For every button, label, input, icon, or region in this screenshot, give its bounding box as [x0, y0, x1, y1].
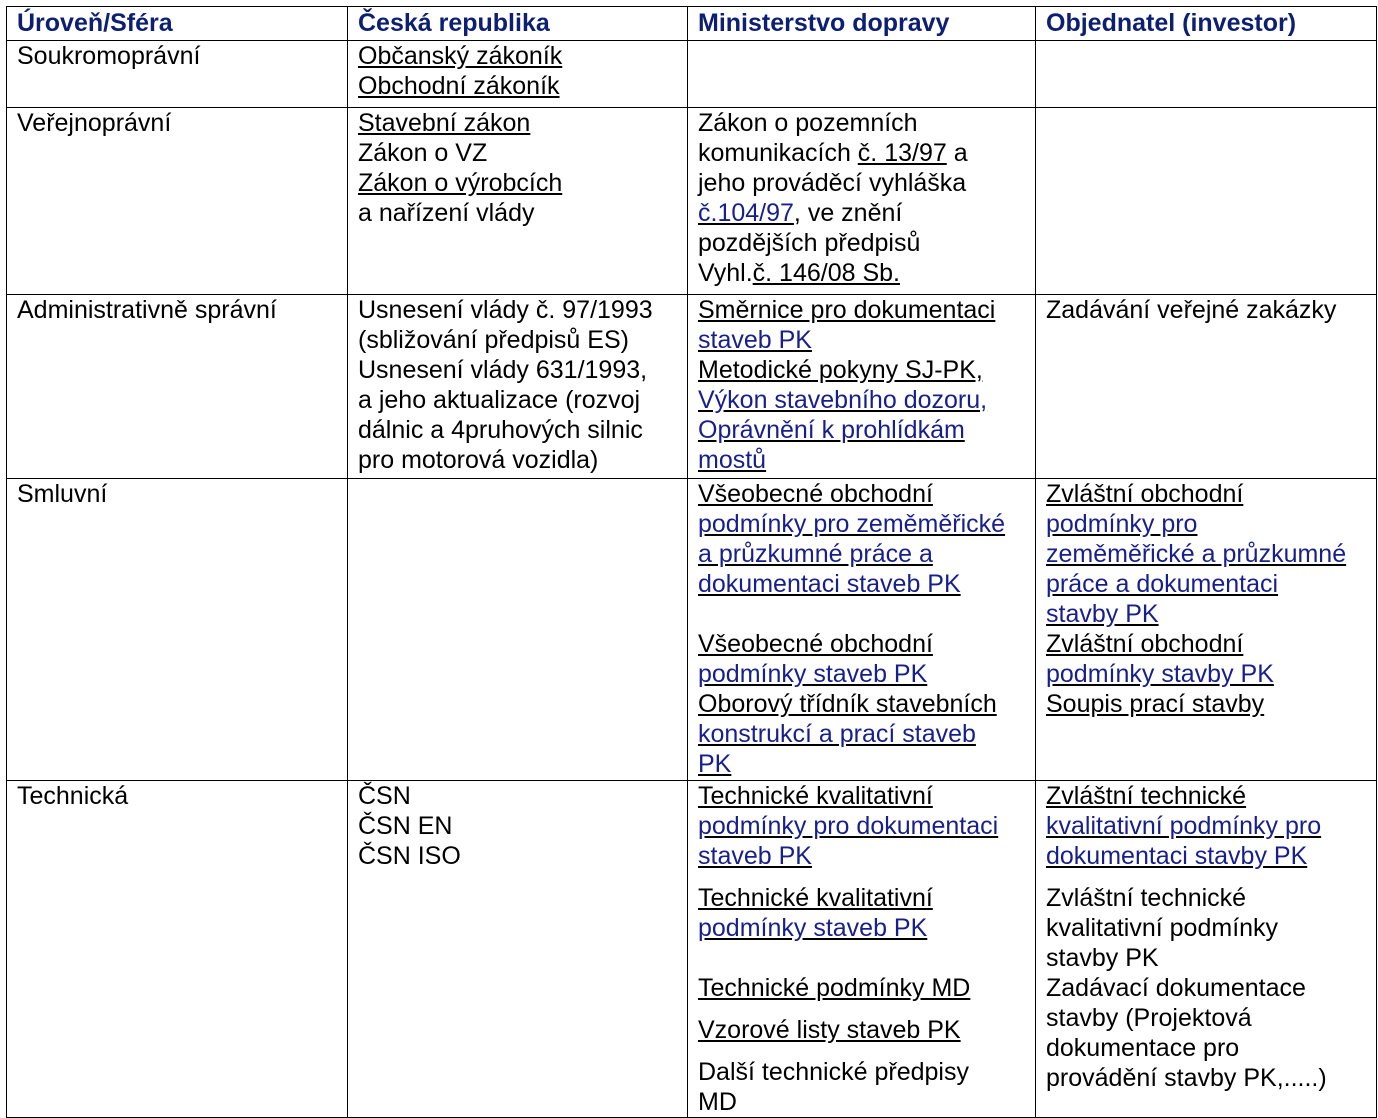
doc-text: pro motorová vozidla) [358, 446, 599, 474]
investor-cell [1036, 781, 1377, 1118]
doc-link[interactable]: č.104/97 [698, 199, 794, 227]
cr-cell [348, 41, 688, 108]
legislation-table [6, 6, 1377, 1118]
doc-link[interactable]: Zákon o výrobcích [358, 169, 563, 197]
level-cell: Soukromoprávní [7, 41, 348, 108]
doc-text: dálnic a 4pruhových silnic [358, 416, 643, 444]
doc-link[interactable]: Metodické pokyny SJ-PK, [698, 356, 983, 384]
md-cell [688, 41, 1036, 108]
cr-cell [348, 295, 688, 479]
doc-link[interactable]: konstrukcí a prací staveb [698, 720, 976, 748]
doc-link[interactable]: podmínky pro [1046, 510, 1198, 538]
doc-link[interactable]: podmínky staveb PK [698, 914, 928, 942]
investor-cell: Zadávání veřejné zakázky [1036, 295, 1377, 479]
doc-text: Zákon o pozemních [698, 109, 918, 137]
doc-link[interactable]: Všeobecné obchodní [698, 630, 933, 658]
doc-link[interactable]: Směrnice pro dokumentaci [698, 296, 996, 324]
doc-link[interactable]: č. 146/08 Sb. [752, 259, 900, 287]
doc-link[interactable]: a průzkumné práce a [698, 540, 933, 568]
doc-text: pozdějších předpisů [698, 229, 921, 257]
doc-link[interactable]: Technické podmínky MD [698, 974, 971, 1002]
doc-text: Usnesení vlády č. 97/1993 [358, 296, 653, 324]
cr-cell [348, 479, 688, 781]
doc-text: č.104/97, ve znění [698, 199, 903, 227]
doc-text: dokumentace pro [1046, 1034, 1240, 1062]
doc-link[interactable]: Občanský zákoník [358, 42, 563, 70]
doc-link[interactable]: mostů [698, 446, 767, 474]
doc-text: stavby (Projektová [1046, 1004, 1252, 1032]
header-ministry: Ministerstvo dopravy [688, 7, 1036, 41]
header-czech-republic: Česká republika [348, 7, 688, 41]
doc-text: Usnesení vlády 631/1993, [358, 356, 648, 384]
doc-link[interactable]: Soupis prací stavby [1046, 690, 1265, 718]
header-row [7, 7, 1377, 41]
doc-text: stavby PK [1046, 944, 1159, 972]
doc-text: Zvláštní technické [1046, 884, 1247, 912]
doc-text: MD [698, 1088, 737, 1116]
table-row [7, 781, 1377, 1118]
doc-link[interactable]: podmínky stavby PK [1046, 660, 1274, 688]
md-cell [688, 781, 1036, 1118]
doc-link[interactable]: č. 13/97 [857, 139, 947, 167]
level-cell: Administrativně správní [7, 295, 348, 479]
cr-cell [348, 108, 688, 295]
investor-cell [1036, 108, 1377, 295]
doc-link[interactable]: dokumentaci stavby PK [1046, 842, 1308, 870]
table-row [7, 108, 1377, 295]
doc-link[interactable]: podmínky pro zeměměřické [698, 510, 1006, 538]
doc-link[interactable]: podmínky staveb PK [698, 660, 928, 688]
doc-link[interactable]: Všeobecné obchodní [698, 480, 933, 508]
doc-link[interactable]: stavby PK [1046, 600, 1159, 628]
level-cell: Smluvní [7, 479, 348, 781]
doc-text: komunikacích č. 13/97 a [698, 139, 968, 167]
doc-text: Zákon o VZ [358, 139, 488, 167]
doc-link[interactable]: Zvláštní technické [1046, 782, 1247, 810]
header-level: Úroveň/Sféra [7, 7, 348, 41]
md-cell [688, 479, 1036, 781]
doc-text: Vyhl.č. 146/08 Sb. [698, 259, 900, 287]
investor-cell [1036, 41, 1377, 108]
doc-link[interactable]: Oprávnění k prohlídkám [698, 416, 965, 444]
doc-link[interactable]: podmínky pro dokumentaci [698, 812, 999, 840]
doc-link[interactable]: staveb PK [698, 842, 812, 870]
doc-text: (sbližování předpisů ES) [358, 326, 629, 354]
doc-link[interactable]: Výkon stavebního dozoru, [698, 386, 988, 414]
doc-link[interactable]: práce a dokumentaci [1046, 570, 1279, 598]
doc-link[interactable]: zeměměřické a průzkumné [1046, 540, 1347, 568]
doc-link[interactable]: Vzorové listy staveb PK [698, 1016, 961, 1044]
doc-text: ČSN ISO [358, 842, 461, 870]
doc-text: a nařízení vlády [358, 199, 535, 227]
doc-link[interactable]: Zvláštní obchodní [1046, 630, 1244, 658]
investor-cell [1036, 479, 1377, 781]
doc-link[interactable]: dokumentaci staveb PK [698, 570, 961, 598]
doc-text: ČSN [358, 782, 411, 810]
table-row [7, 295, 1377, 479]
doc-text: Zadávací dokumentace [1046, 974, 1306, 1002]
doc-link[interactable]: Technické kvalitativní [698, 884, 933, 912]
doc-link[interactable]: kvalitativní podmínky pro [1046, 812, 1322, 840]
doc-text: Další technické předpisy [698, 1058, 969, 1086]
doc-text: provádění stavby PK,.....) [1046, 1064, 1327, 1092]
doc-text: kvalitativní podmínky [1046, 914, 1279, 942]
doc-text: ČSN EN [358, 812, 453, 840]
doc-link[interactable]: Obchodní zákoník [358, 72, 560, 100]
doc-text: a jeho aktualizace (rozvoj [358, 386, 641, 414]
doc-link[interactable]: PK [698, 750, 732, 778]
table-row [7, 41, 1377, 108]
cr-cell [348, 781, 688, 1118]
doc-link[interactable]: Stavební zákon [358, 109, 531, 137]
level-cell: Technická [7, 781, 348, 1118]
md-cell [688, 108, 1036, 295]
md-cell [688, 295, 1036, 479]
doc-link[interactable]: Zvláštní obchodní [1046, 480, 1244, 508]
doc-link[interactable]: Oborový třídník stavebních [698, 690, 997, 718]
doc-text: jeho prováděcí vyhláška [698, 169, 967, 197]
header-investor: Objednatel (investor) [1036, 7, 1377, 41]
table-row [7, 479, 1377, 781]
level-cell: Veřejnoprávní [7, 108, 348, 295]
doc-link[interactable]: staveb PK [698, 326, 812, 354]
doc-link[interactable]: Technické kvalitativní [698, 782, 933, 810]
